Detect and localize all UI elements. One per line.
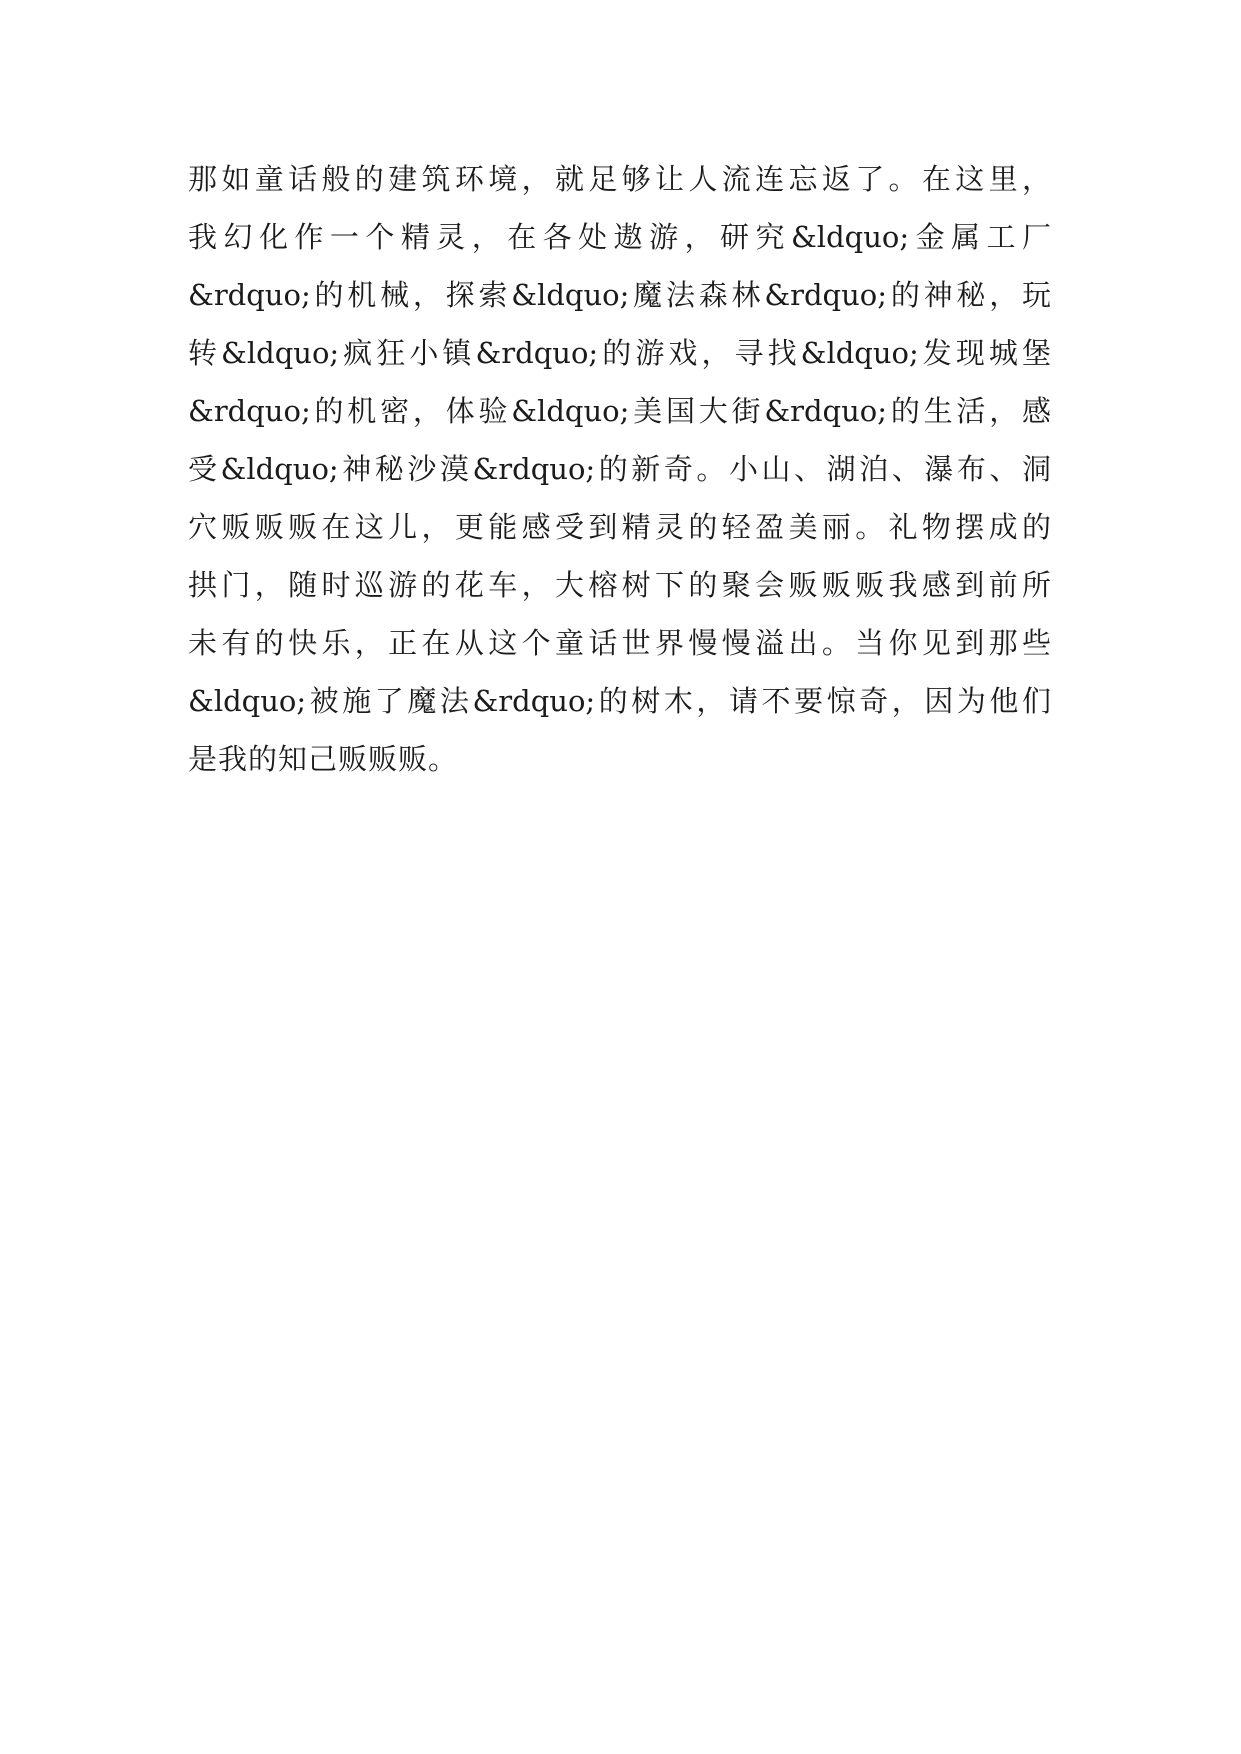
paragraph-line: 我幻化作一个精灵，在各处遨游，研究&ldquo;金属工厂 xyxy=(188,220,1051,254)
paragraph-line-last: 是我的知己贩贩贩。 xyxy=(188,742,459,776)
paragraph-line: &rdquo;的机密，体验&ldquo;美国大街&rdquo;的生活，感 xyxy=(188,394,1051,428)
paragraph-line: 拱门，随时巡游的花车，大榕树下的聚会贩贩贩我感到前所 xyxy=(188,568,1051,602)
paragraph-line: 受&ldquo;神秘沙漠&rdquo;的新奇。小山、湖泊、瀑布、洞 xyxy=(188,452,1051,486)
paragraph xyxy=(188,150,1051,788)
paragraph-line: 那如童话般的建筑环境，就足够让人流连忘返了。在这里， xyxy=(188,162,1051,196)
paragraph-line: &rdquo;的机械，探索&ldquo;魔法森林&rdquo;的神秘，玩 xyxy=(188,278,1051,312)
paragraph-line: &ldquo;被施了魔法&rdquo;的树木，请不要惊奇，因为他们 xyxy=(188,684,1051,718)
paragraph-line: 未有的快乐，正在从这个童话世界慢慢溢出。当你见到那些 xyxy=(188,626,1051,660)
paragraph-line: 穴贩贩贩在这儿，更能感受到精灵的轻盈美丽。礼物摆成的 xyxy=(188,510,1051,544)
paragraph-line: 转&ldquo;疯狂小镇&rdquo;的游戏，寻找&ldquo;发现城堡 xyxy=(188,336,1051,370)
